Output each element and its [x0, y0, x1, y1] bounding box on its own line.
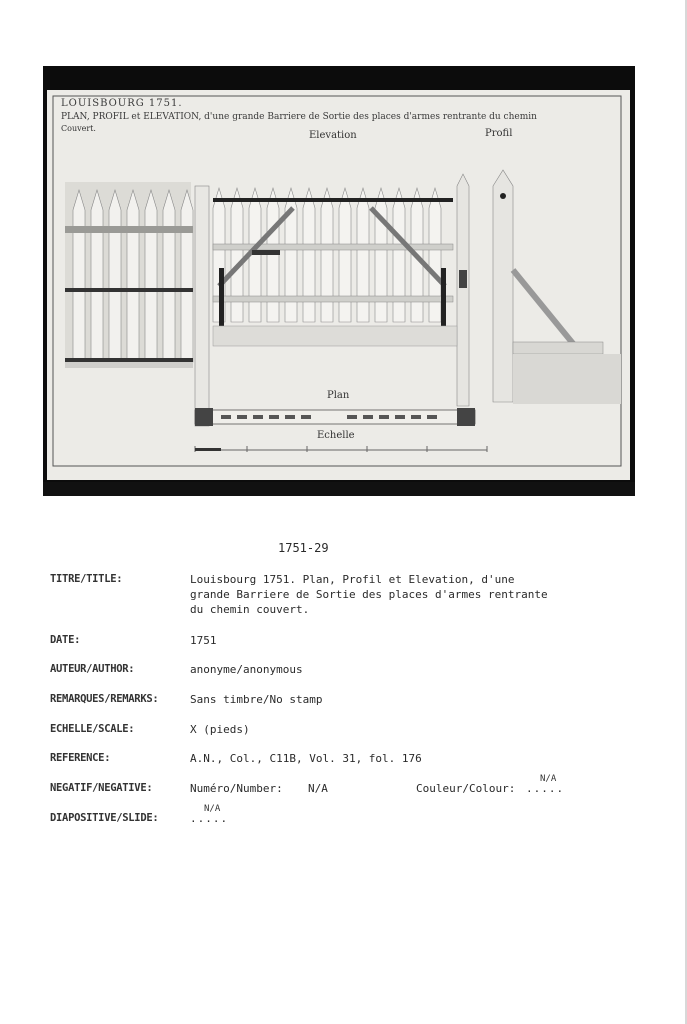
scale-bar — [195, 446, 487, 452]
label-plan: Plan — [327, 390, 350, 401]
title-label: TITRE/TITLE: — [50, 573, 123, 585]
photo-bottom-edge — [43, 482, 635, 496]
remarks-value: Sans timbre/No stamp — [190, 693, 323, 706]
reference-value: A.N., Col., C11B, Vol. 31, fol. 176 — [190, 752, 422, 765]
slide-value: N/A — [204, 804, 221, 814]
reference-number: 1751-29 — [278, 541, 329, 555]
label-elevation: Elevation — [309, 130, 357, 141]
slide-dots: ..... — [190, 812, 229, 825]
slide-label: DIAPOSITIVE/SLIDE: — [50, 812, 159, 824]
label-echelle: Echelle — [317, 430, 355, 441]
gate-plan — [195, 408, 475, 426]
remarks-label: REMARQUES/REMARKS: — [50, 693, 159, 705]
title-value — [190, 572, 610, 617]
plate-subtitle — [61, 112, 621, 122]
date-label: DATE: — [50, 634, 81, 646]
author-value: anonyme/anonymous — [190, 663, 303, 676]
plate-title: LOUISBOURG 1751. — [61, 98, 183, 109]
title-line: du chemin couvert. — [190, 603, 310, 616]
drawing-photograph — [43, 66, 635, 496]
author-label: AUTEUR/AUTHOR: — [50, 663, 135, 675]
colour-label: Couleur/Colour: — [416, 782, 516, 795]
drawing-sheet — [47, 90, 630, 480]
gate-elevation — [195, 174, 469, 426]
title-line: grande Barriere de Sortie des places d'armes rentrante — [190, 588, 548, 601]
title-line: Louisbourg 1751. Plan, Profil et Elevation, d'une — [190, 573, 515, 586]
negative-number-value: N/A — [308, 782, 328, 795]
negative-label: NEGATIF/NEGATIVE: — [50, 782, 153, 794]
reference-label: REFERENCE: — [50, 752, 111, 764]
scale-value: X (pieds) — [190, 723, 250, 736]
label-profil: Profil — [485, 128, 513, 139]
plate-subtitle-line: PLAN, PROFIL et ELEVATION, d'une grande Barriere de Sortie des places d'armes rentrante du chemin — [61, 112, 537, 122]
colour-dots: ..... — [526, 782, 565, 795]
date-value: 1751 — [190, 634, 217, 647]
plate-subtitle-continued: Couvert. — [61, 124, 96, 133]
scale-label: ECHELLE/SCALE: — [50, 723, 135, 735]
colour-value: N/A — [540, 774, 557, 784]
gate-drawing — [47, 90, 630, 480]
negative-number-label: Numéro/Number: — [190, 782, 283, 795]
palisade-fence — [65, 182, 193, 362]
